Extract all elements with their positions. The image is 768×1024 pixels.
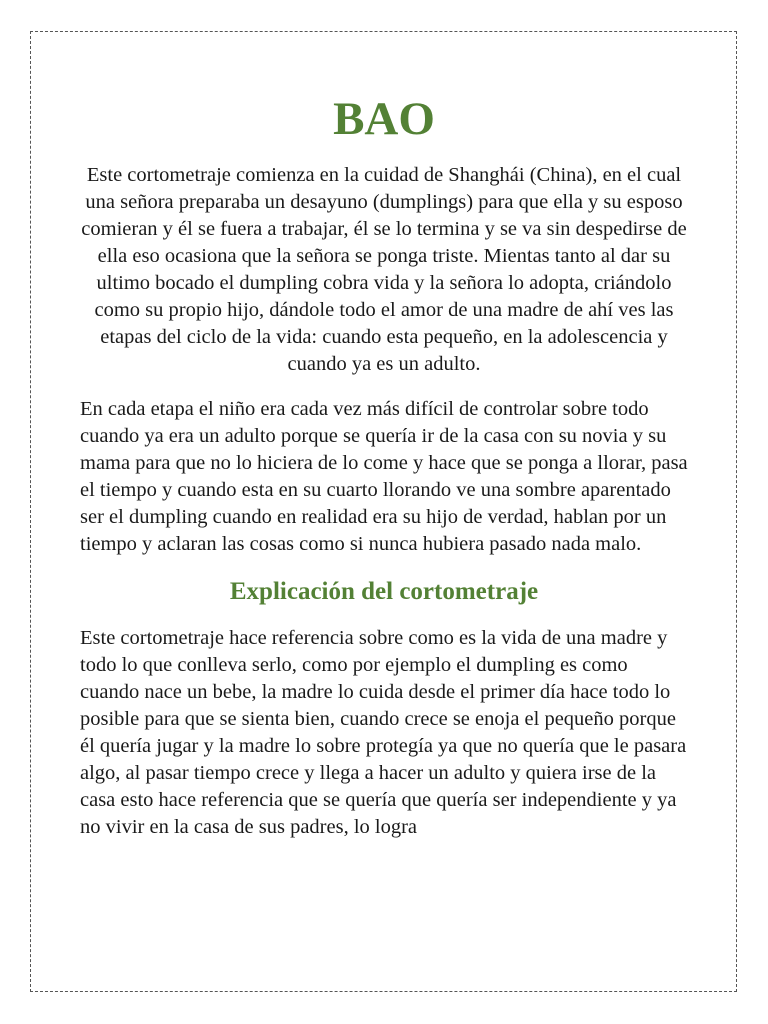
document-body: [80, 88, 688, 841]
section-subheading: Explicación del cortometraje: [229, 578, 539, 605]
third-paragraph: Este cortometraje hace referencia sobre como es la vida de una madre y todo lo que conlleva serlo, como por ejemplo el dumpling es como cuando nace un bebe, la madre lo cuida desde el primer día hace todo lo posible para que se sienta bien, cuando crece se enoja el pequeño porque él quería jugar y la madre lo sobre protegía ya que no quería que le pasara algo, al pasar tiempo crece y llega a hacer un adulto y quiera irse de la casa esto hace referencia que se quería que quería ser independiente y ya no vivir en la casa de sus padres, lo logra: [80, 627, 687, 838]
second-paragraph: En cada etapa el niño era cada vez más difícil de controlar sobre todo cuando ya era un adulto porque se quería ir de la casa con su novia y su mama para que no lo hiciera de lo come y hace que se ponga a llorar, pasa el tiempo y cuando esta en su cuarto llorando ve una sombre aparentado ser el dumpling cuando en realidad era su hijo de verdad, hablan por un tiempo y aclaran las cosas como si nunca hubiera pasado nada malo.: [80, 398, 688, 555]
document-title: BAO: [333, 93, 435, 145]
intro-paragraph: Este cortometraje comienza en la cuidad de Shanghái (China), en el cual una señora preparaba un desayuno (dumplings) para que ella y su esposo comieran y él se fuera a trabajar, él se lo termina y se va sin despedirse de ella eso ocasiona que la señora se ponga triste. Mientas tanto al dar su ultimo bocado el dumpling cobra vida y la señora lo adopta, criándolo como su propio hijo, dándole todo el amor de una madre de ahí ves las etapas del ciclo de la vida: cuando esta pequeño, en la adolescencia y cuando ya es un adulto.: [81, 164, 687, 375]
